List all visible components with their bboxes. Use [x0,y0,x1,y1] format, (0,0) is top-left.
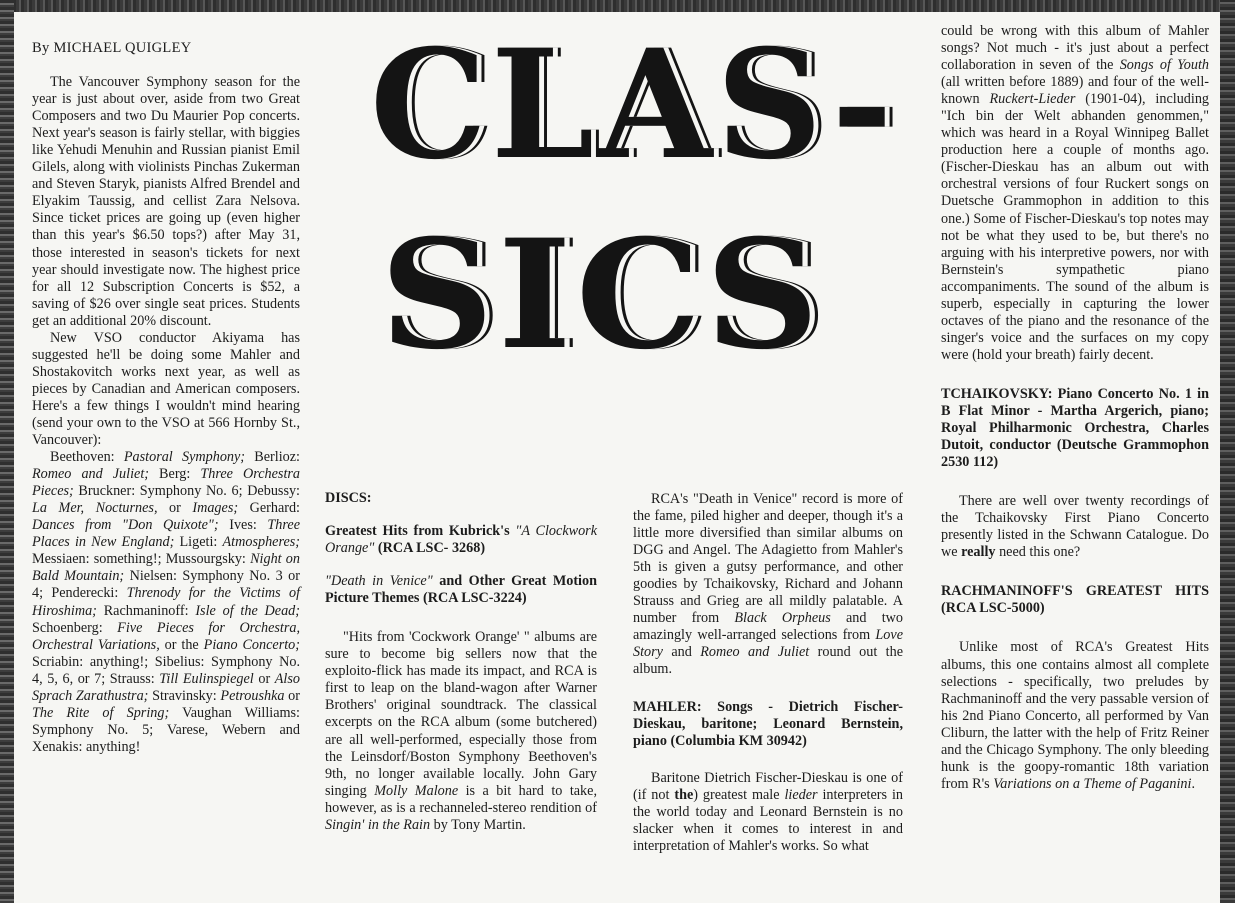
death-in-venice-review [633,491,903,679]
wishlist-composer: Penderecki: [43,585,127,602]
review-text: . [1191,775,1195,792]
scan-border-left [0,0,14,903]
clockwork-review [325,629,597,834]
album-heading-mahler: MAHLER: Songs - Dietrich Fischer-Dieskau, baritone; Leonard Bernstein, piano (Columbia KM 30942) [633,698,903,749]
wishlist-works: Three Places in New England; [32,517,300,551]
wishlist-composer: Gerhard: [238,500,300,517]
wishlist-works: anything! [85,738,141,755]
wishlist-works: Piano Concerto; [203,636,300,653]
wishlist-composer: Nielsen: [124,568,183,585]
wishlist-composer: Schoenberg: [32,619,118,636]
wishlist-works: Night on Bald Mountain; [32,551,300,585]
mahler-review-continued [941,23,1209,364]
wishlist-composer: Stravinsky: [148,687,221,704]
right-column [941,23,1209,793]
review-italic: Ruckert-Lieder [989,91,1076,108]
review-text: and two amazingly well-arranged selections from [633,610,903,644]
wishlist-composer: or [284,687,300,704]
wishlist-composer: Beethoven: [50,449,124,466]
wishlist-composer: Berlioz: [245,449,300,466]
wishlist-works: Symphony No. 5; [32,721,154,738]
review-text: by Tony Martin. [430,816,526,833]
review-text: interpreters in the world today and Leonard Bernstein is no slacker when it comes to interest in and interpretation of Mahler's works. So what [633,786,903,854]
wishlist-works: Five Pieces for Orchestra, Orchestral Variations, [32,619,300,653]
wishlist-works: Also Sprach Zarathustra; [32,670,300,704]
wishlist-works: Threnody for the Victims of Hiroshima; [32,585,301,619]
review-italic: Molly Malone [374,782,459,799]
headline [370,17,897,383]
wishlist-composer: Varese, Webern and Xenakis: [32,721,300,755]
wishlist-composer: Messiaen: [32,551,94,568]
album-title: Greatest Hits from Kubrick's [325,523,516,540]
wishlist-composer: Ligeti: [174,534,223,551]
review-text: Baritone Dietrich Fischer-Dieskau is one of (if not [633,769,903,803]
wishlist-composer: Bruckner: [73,483,140,500]
wishlist-works: Romeo and Juliet; [32,466,150,483]
wishlist-composer: Scriabin: [32,653,90,670]
wishlist-composer: Berg: [149,466,201,483]
mahler-review [633,770,903,855]
wishlist-composer: Strauss: [105,670,160,687]
review-text: and [662,644,701,661]
review-italic: Love Story [633,627,903,661]
wishlist-works: Symphony No. 3 or 4; [32,568,300,602]
review-text: "Hits from 'Cockwork Orange' " albums are sure to become big sellers now that the exploito-flick has made its impact, and RCA is first to leap on the bland-wagon after Warner Brothers' original soundtrack. The classical excerpts on the RCA album (some butchered) are all well-performed, especially those from the Leinsdorf/Boston Symphony Beethoven's 9th, no longer available locally. John Gary singing [325,629,597,799]
review-italic: lieder [784,786,818,803]
album-title-italic: "A Clockwork Orange" [325,523,597,557]
wishlist-works: Pastoral Symphony; [123,449,246,466]
wishlist-works: Dances from "Don Quixote"; [32,517,219,534]
wishlist-composer: Mussourgsky: [161,551,251,568]
album-title-italic: "Death in Venice" [325,573,433,590]
album-catalog: (RCA LSC- 3268) [374,540,486,557]
album-heading-tchaikovsky: TCHAIKOVSKY: Piano Concerto No. 1 in B Flat Minor - Martha Argerich, piano; Royal Philharmonic Orchestra, Charles Dutoit, conductor (Deutsche Grammophon 2530 112) [941,385,1209,471]
tchaikovsky-review [941,493,1209,561]
review-text: could be wrong with this album of Mahler songs? Not much - it's just about a perfect collaboration in seven of the [941,23,1209,74]
review-bold: really [961,544,996,561]
review-text: (all written before 1889) and four of the well-known [941,74,1209,108]
wishlist-works: Petroushka [220,687,285,704]
left-column [32,40,300,756]
wishlist-works: Images; [192,500,239,517]
scan-border-top [0,0,1235,12]
wishlist-composer: or the [159,636,204,653]
wishlist-works: Symphony No. 4, 5, 6, or 7; [32,653,300,687]
review-text: There are well over twenty recordings of the Tchaikovsky First Piano Concerto presently listed in the Schwann Catalogue. Do we [941,493,1209,561]
wishlist-composer: Debussy: [242,483,300,500]
album-heading-rachmaninoff: RACHMANINOFF'S GREATEST HITS (RCA LSC-5000) [941,583,1209,617]
review-italic: Variations on a Theme of Paganini [993,775,1192,792]
headline-line-2: SICS [380,207,824,383]
discs-column [325,490,597,834]
intro-paragraph: The Vancouver Symphony season for the year is just about over, aside from two Great Composers and two Du Maurier Pop concerts. Next year's season is fairly stellar, with biggies like Yehudi Menuhin and Russian pianist Emil Gilels, along with violinists Pinchas Zukerman and Steven Staryk, pianists Alfred Brendel and Elyakim Taussig, and cellist Zara Nelsova. Since ticket prices are going up (even higher than this year's $6.50 tops?) after May 31, those interested in season's tickets for next year should investigate now. The highest price for all 12 Subscription Concerts is $52, a saving of $26 over single seat prices. Students get an additional 20% discount. [32,74,300,329]
album-title: and Other Great Motion Picture Themes (RCA LSC-3224) [325,573,597,607]
review-text: round out the album. [633,644,903,678]
wishlist-works: The Rite of Spring; [32,704,170,721]
wishlist-works: something!; [93,551,162,568]
byline: By MICHAEL QUIGLEY [32,40,192,56]
wishlist-works: Isle of the Dead; [195,602,300,619]
wishlist-works: Till Eulinspiegel [159,670,254,687]
wishlist-composer: or [253,670,275,687]
wishlist-composer: Vaughan Williams: [169,704,301,721]
wishlist-works: anything!; [89,653,149,670]
scan-border-right [1220,0,1235,903]
headline-line-1: CLAS- [370,17,897,193]
review-italic: Romeo and Juliet [700,644,810,661]
section-label-discs: DISCS: [325,490,372,506]
conductor-paragraph: New VSO conductor Akiyama has suggested he'll be doing some Mahler and Shostakovitch works next year, as well as pieces by Canadian and American composers. Here's a few things I wouldn't mind hearing (send your own to the VSO at 566 Hornby St., Vancouver): [32,329,300,449]
wishlist-composer: Ives: [218,517,268,534]
wishlist-works: Three Orchestra Pieces; [32,466,300,500]
rachmaninoff-review [941,639,1209,792]
review-bold: the [674,786,694,803]
review-italic: Black Orpheus [734,610,831,627]
review-text: Unlike most of RCA's Greatest Hits albums, this one contains almost all complete selections - specifically, two preludes by Rachmaninoff and the very passable version of his 2nd Piano Concerto, all performed by Van Cliburn, the latter with the help of Fritz Reiner and the Chicago Symphony. The only bleeding hunk is the goopy-romantic 18th variation from R's [941,639,1209,792]
wishlist-composer: Sibelius: [148,653,212,670]
wishlist-works: La Mer, Nocturnes, [32,500,158,517]
wishlist-paragraph [32,449,300,756]
wishlist-composer: Rachmaninoff: [96,602,196,619]
wishlist-composer: or [157,500,193,517]
review-italic: Songs of Youth [1119,57,1209,74]
review-text: ) greatest male [693,786,785,803]
review-text: RCA's "Death in Venice" record is more of the fame, piled higher and deeper, though it's a little more diversified than similar albums on DGG and Angel. The Adagietto from Mahler's 5th is given a gutsy performance, and other goodies by Tchaikovsky, Richard and Johann Strauss and Grieg are all mildly palatable. A number from [633,491,903,627]
middle-column [633,491,903,855]
review-text: is a bit hard to take, however, as is a rechanneled-stereo rendition of [325,782,597,816]
album-heading-clockwork-orange [325,523,597,557]
wishlist-works: Symphony No. 6; [139,483,243,500]
review-text: need this one? [995,544,1081,561]
wishlist-works: Atmospheres; [222,534,300,551]
review-text: (1901-04), including "Ich bin der Welt abhanden genommen," which was heard in a Royal Winnipeg Ballet production here a couple of months ago. (Fischer-Dieskau has an album out with orchestral versions of four Ruckert songs on Duetsche Grammophon in addition to this one.) Some of Fischer-Dieskau's top notes may not be what they used to be, but there's no arguing with his interpretive powers, nor with Bernstein's sympathetic piano accompaniments. The sound of the album is superb, especially in capturing the lower octaves of the piano and the resonance of the singer's voice and the surfaces on my copy were (hold your breath) fairly decent. [941,91,1210,363]
review-italic: Singin' in the Rain [325,816,431,833]
album-heading-death-in-venice [325,573,597,607]
